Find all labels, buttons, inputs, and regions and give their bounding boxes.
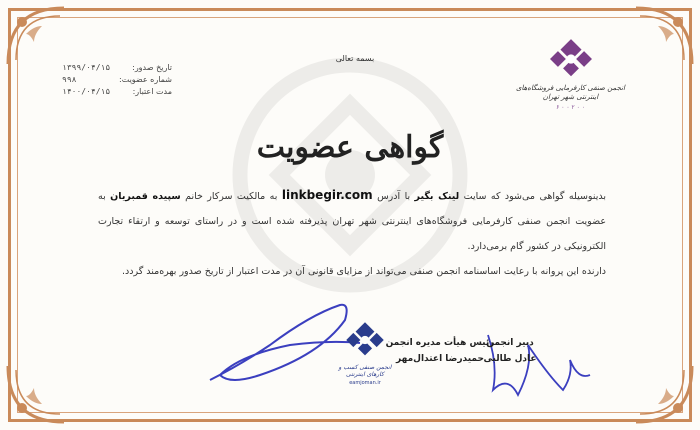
organization-logo-block	[513, 38, 628, 111]
site-name: لینک بگیر	[414, 191, 460, 202]
secretary-signature-block	[470, 338, 550, 364]
association-stamp	[330, 320, 400, 415]
validity-value: ۱۴۰۰/۰۴/۱۵	[62, 87, 111, 96]
issue-date-label: تاریخ صدور:	[132, 63, 172, 72]
body-part-4: به عضویت انجمن صنفی کارفرمایی فروشگاه‌های اینترنتی شهر تهران پذیرفته شده است و در راستای توسعه و ارتقاء تجارت الکترونیکی در کشور گام برمی‌دارد.	[98, 191, 606, 252]
stamp-logo-icon	[340, 320, 390, 360]
certificate-body	[98, 183, 606, 284]
secretary-name: عادل طالبی	[483, 354, 537, 364]
corner-ornament-icon	[632, 4, 696, 68]
body-part-5: دارنده این پروانه با رعایت اساسنامه انجمن صنفی می‌تواند از مزایای قانونی آن در مدت اعتبار از تاریخ صدور بهره‌مند گردد.	[122, 266, 606, 277]
membership-number-value: ۹۹۸	[62, 75, 77, 84]
secretary-title: دبیر انجمن	[486, 338, 534, 348]
chairman-name: حمیدرضا اعتدال‌مهر	[396, 354, 484, 364]
owner-name: سپیده قمبریان	[110, 191, 181, 202]
body-part-3: به مالکیت سرکار خانم	[180, 191, 282, 202]
certificate-meta	[62, 62, 172, 98]
corner-ornament-icon	[632, 362, 696, 426]
membership-number-row	[62, 74, 172, 86]
chairman-title: رئیس هیأت مدیره انجمن	[385, 338, 495, 348]
body-part-1: بدینوسیله گواهی می‌شود که سایت	[459, 191, 606, 202]
validity-row	[62, 86, 172, 98]
validity-label: مدت اعتبار:	[132, 87, 172, 96]
organization-id: ۶ ۰ ۰ ۲ ۰ ۰	[556, 104, 585, 111]
stamp-website: eamjoman.ir	[349, 380, 381, 386]
certificate-title: گواهی عضویت	[256, 130, 444, 165]
site-url: linkbegir.com	[281, 188, 373, 202]
issue-date-row	[62, 62, 172, 74]
organization-logo-icon	[543, 38, 599, 80]
corner-ornament-icon	[4, 4, 68, 68]
membership-number-label: شماره عضویت:	[119, 75, 172, 84]
organization-name: انجمن صنفی کارفرمایی فروشگاه‌های اینترنتی شهر تهران	[515, 84, 626, 101]
issue-date-value: ۱۳۹۹/۰۴/۱۵	[62, 63, 111, 72]
basmala: بسمه تعالی	[335, 54, 375, 63]
body-part-2: با آدرس	[372, 191, 415, 202]
corner-ornament-icon	[4, 362, 68, 426]
stamp-text: انجمن صنفی کسب و کارهای اینترنتی	[338, 364, 392, 378]
